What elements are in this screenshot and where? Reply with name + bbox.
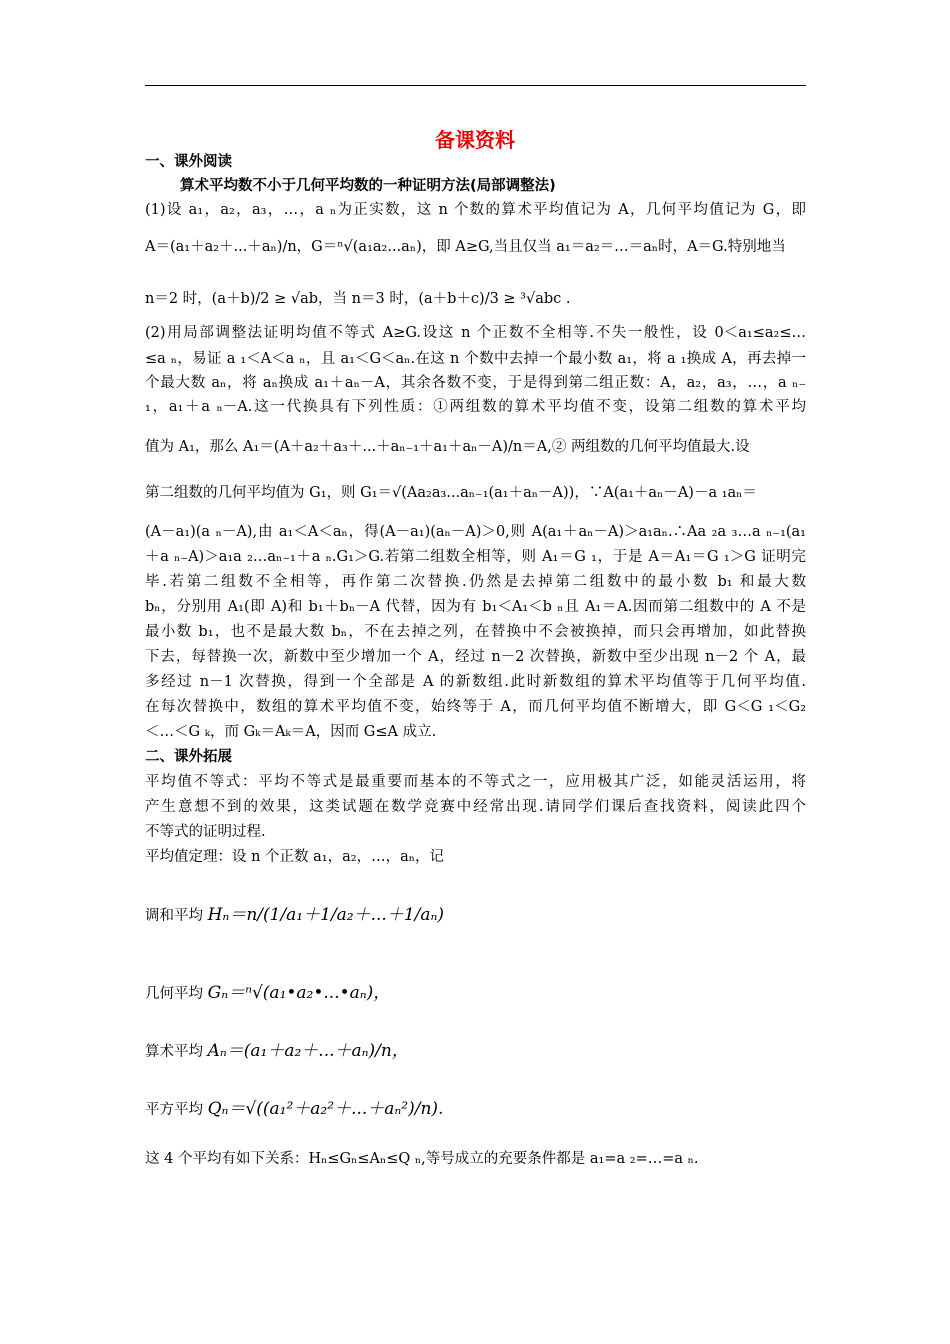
mean-label: 平方平均 xyxy=(145,1102,203,1118)
para-line: 多经过 n－1 次替换，得到一个全部是 A 的新数组.此时新数组的算术平均值等于几何平均值. xyxy=(145,674,806,690)
formula-line: n＝2 时，(a＋b)/2 ≥ √ab，当 n＝3 时，(a＋b＋c)/3 ≥ ³√abc . xyxy=(145,291,571,307)
formula-line: A＝(a₁＋a₂＋...＋aₙ)/n，G＝ⁿ√(a₁a₂...aₙ)，即 A≥G,当且仅当 a₁＝a₂＝…＝aₙ时，A＝G.特别地当 xyxy=(145,239,786,255)
formula-line: 值为 A₁，那么 A₁＝(A＋a₂＋a₃＋...＋aₙ₋₁＋a₁＋aₙ－A)/n＝A,② 两组数的几何平均值最大.设 xyxy=(145,439,750,455)
para-line: ₁，a₁＋a ₙ－A.这一代换具有下列性质：①两组数的算术平均值不变，设第二组数的算术平均 xyxy=(145,399,806,415)
harmonic-mean-row xyxy=(145,900,444,925)
section2-heading: 二、课外拓展 xyxy=(145,749,232,765)
arithmetic-mean-row xyxy=(145,1036,409,1061)
formula-line: 第二组数的几何平均值为 G₁，则 G₁＝√(Aa₂a₃...aₙ₋₁(a₁＋aₙ－A))，∵A(a₁＋aₙ－A)－a ₁aₙ＝ xyxy=(145,485,757,501)
header-rule xyxy=(145,85,806,86)
mean-formula: Gₙ＝ⁿ√(a₁•a₂•...•aₙ)， xyxy=(207,983,391,1003)
para-line: 个最大数 aₙ，将 aₙ换成 a₁＋aₙ－A，其余各数不变，于是得到第二组正数：A，a₂，a₃，…，a ₙ₋ xyxy=(145,375,806,391)
geometric-mean-row xyxy=(145,978,390,1003)
mean-label: 几何平均 xyxy=(145,986,203,1002)
para-line: 平均值定理：设 n 个正数 a₁，a₂，…，aₙ，记 xyxy=(145,849,444,865)
para-line: ＋a ₙ₋A)＞a₁a ₂…aₙ₋₁＋a ₙ.G₁＞G.若第二组数全相等，则 A₁＝G ₁，于是 A＝A₁＝G ₁＞G 证明完 xyxy=(145,549,806,565)
page-title: 备课资料 xyxy=(435,128,515,152)
para-line: (A－a₁)(a ₙ－A),由 a₁＜A＜aₙ，得(A－a₁)(aₙ－A)＞0,则 A(a₁＋aₙ－A)＞a₁aₙ.∴Aa ₂a ₃…a ₙ₋₁(a₁ xyxy=(145,524,806,540)
section1-heading: 一、课外阅读 xyxy=(145,154,232,170)
section1-subheading: 算术平均数不小于几何平均数的一种证明方法(局部调整法) xyxy=(180,178,556,194)
mean-formula: Qₙ＝√((a₁²＋a₂²＋...＋aₙ²)/n). xyxy=(207,1099,444,1119)
para-line: ≤a ₙ，易证 a ₁＜A＜a ₙ，且 a₁＜G＜aₙ.在这 n 个数中去掉一个最小数 a₁，将 a ₁换成 A，再去掉一 xyxy=(145,351,806,367)
para-line: bₙ，分别用 A₁(即 A)和 b₁＋bₙ－A 代替，因为有 b₁＜A₁＜b ₙ且 A₁＝A.因而第二组数中的 A 不是 xyxy=(145,599,806,615)
para-line: 毕.若第二组数不全相等，再作第二次替换.仍然是去掉第二组数中的最小数 b₁ 和最大数 xyxy=(145,574,806,590)
conclusion-line: 这 4 个平均有如下关系：Hₙ≤Gₙ≤Aₙ≤Q ₙ,等号成立的充要条件都是 a₁=a ₂=…=a ₙ. xyxy=(145,1151,699,1167)
para-line: 最小数 b₁，也不是最大数 bₙ，不在去掉之列，在替换中不会被换掉，而只会再增加，如此替换 xyxy=(145,624,806,640)
quadratic-mean-row xyxy=(145,1094,443,1119)
para-line: (1)设 a₁，a₂，a₃，…，a ₙ为正实数，这 n 个数的算术平均值记为 A，几何平均值记为 G，即 xyxy=(145,202,806,218)
para-line: (2)用局部调整法证明均值不等式 A≥G.设这 n 个正数不全相等.不失一般性，设 0＜a₁≤a₂≤… xyxy=(145,325,806,341)
para-line: 平均值不等式：平均不等式是最重要而基本的不等式之一，应用极其广泛，如能灵活运用，将 xyxy=(145,774,806,790)
mean-formula: Aₙ＝(a₁＋a₂＋...＋aₙ)/n， xyxy=(207,1041,409,1061)
mean-formula: Hₙ＝n/(1/a₁＋1/a₂＋...＋1/aₙ) xyxy=(207,905,445,925)
para-line: 产生意想不到的效果，这类试题在数学竞赛中经常出现.请同学们课后查找资料，阅读此四个 xyxy=(145,799,806,815)
mean-label: 算术平均 xyxy=(145,1044,203,1060)
para-line: 在每次替换中，数组的算术平均值不变，始终等于 A，而几何平均值不断增大，即 G＜G ₁＜G₂ xyxy=(145,699,806,715)
para-line: 不等式的证明过程. xyxy=(145,824,266,840)
mean-label: 调和平均 xyxy=(145,908,203,924)
para-line: ＜…＜G ₖ，而 Gₖ＝Aₖ＝A，因而 G≤A 成立. xyxy=(145,724,437,740)
para-line: 下去，每替换一次，新数中至少增加一个 A，经过 n－2 次替换，新数中至少出现 n－2 个 A，最 xyxy=(145,649,806,665)
